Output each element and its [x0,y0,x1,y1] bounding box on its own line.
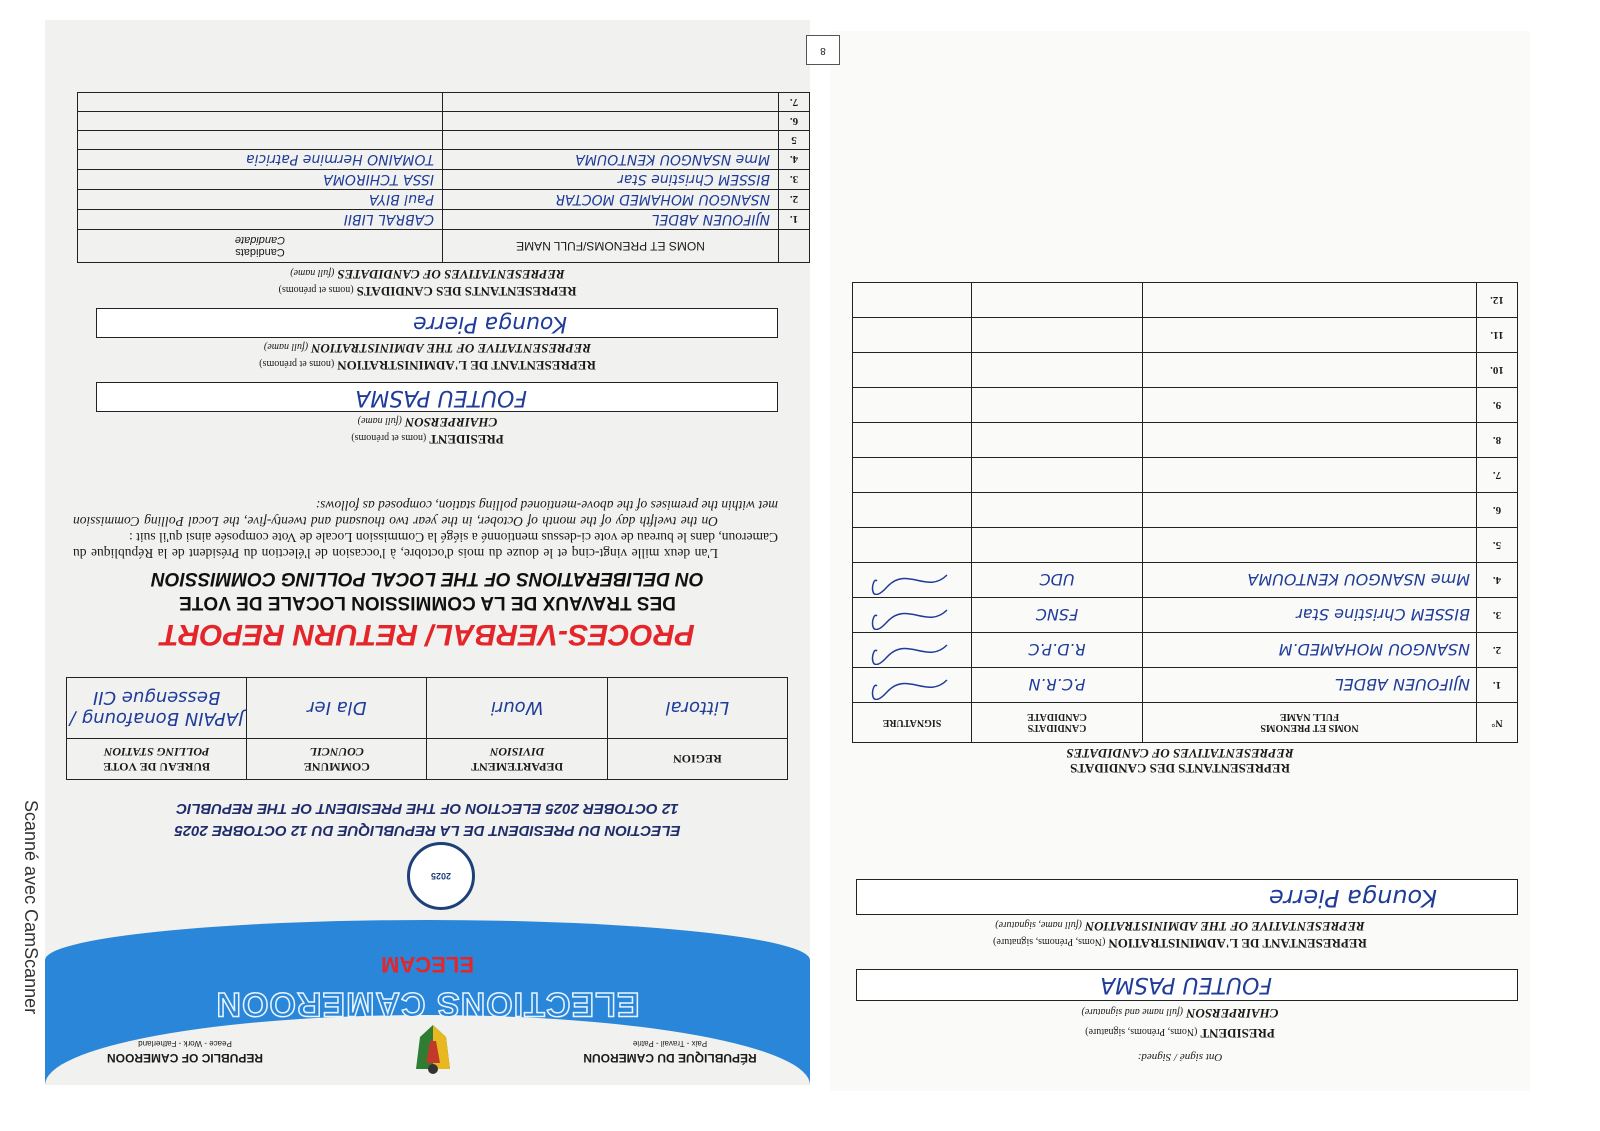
row-number: 5. [1477,528,1518,563]
rep-signature[interactable] [853,633,972,668]
republic-en: REPUBLIC OF CAMEROON [107,1051,263,1065]
rep-name[interactable]: BISSEM Christine Star [1143,598,1477,633]
table-row [853,423,1518,458]
candidates-reps-label-en: REPRESENTATIVES OF CANDIDATES (full name) [290,267,565,282]
table-row [853,388,1518,423]
table-row [78,112,810,131]
signature-mark [867,638,957,666]
candidates-reps-table [77,92,810,263]
motto-fr: Paix - Travail - Patrie [632,1039,708,1048]
row-number: 8. [1477,423,1518,458]
rep-signature[interactable] [853,318,972,353]
row-number: 11. [1477,318,1518,353]
rep-name[interactable] [443,93,779,112]
rep-name[interactable] [1143,528,1477,563]
president-label: PRESIDENT (Noms, Prénoms, signature) [1085,1026,1275,1041]
table-row [78,150,810,170]
report-page [45,20,826,1085]
rep-candidate[interactable] [78,112,443,131]
election-title-fr: ELECTION DU PRESIDENT DE LA REPUBLIQUE DU 12 OCTOBRE 2025 [174,822,681,839]
election-title-en: 12 OCTOBER 2025 ELECTION OF THE PRESIDENT OF THE REPUBLIC [176,800,679,817]
table-row [853,563,1518,598]
location-header: BUREAU DE VOTE POLLING STATION [67,739,247,780]
rep-candidate[interactable] [78,131,443,150]
rep-party[interactable] [972,388,1143,423]
rep-signature[interactable] [853,563,972,598]
signature-mark [867,603,957,631]
row-number: 4. [779,150,810,170]
report-subtitle-en: ON DELIBERATIONS OF THE LOCAL POLLING COMMISSION [151,568,704,589]
rep-name[interactable]: BISSEM Christine Star [443,170,779,190]
rep-party[interactable]: FSNC [972,598,1143,633]
admin-rep-label: REPRESENTANT DE L'ADMINISTRATION (noms et prénoms) [259,358,596,373]
republic-fr: RÉPUBLIQUE DU CAMEROUN [583,1051,757,1065]
row-number: 9. [1477,388,1518,423]
table-row [853,668,1518,703]
row-number: 2. [1477,633,1518,668]
table-row [78,170,810,190]
intro-paragraph: L'an deux mille vingt-cinq et le douze du mois d'octobre, à l'occasion de l'élection du Président de la République du Cameroun, dans le bureau de vote ci-dessus mentionné a siégé la Commission Locale de Vote composée ainsi qu'il suit : On the twelfth day of the month of October, in the year two thousand and twenty-five, the Local Polling Commission met within the premises of the above-mentioned polling station, composed as follows: [73,498,778,561]
signed-label: Ont signé / Signed: [1137,1051,1223,1063]
col-name: NOMS ET PRENOMS/FULL NAME [443,230,779,263]
rep-party[interactable] [972,458,1143,493]
row-number: 5 [779,131,810,150]
rep-party[interactable]: UDC [972,563,1143,598]
table-row [78,131,810,150]
president-label: PRESIDENT (noms et prénoms) [351,432,504,447]
signature-mark [867,568,957,596]
table-row [853,633,1518,668]
rep-signature[interactable] [853,598,972,633]
table-row [78,210,810,230]
report-title: PROCES-VERBAL/ RETURN REPORT [160,618,695,651]
rep-candidate[interactable]: Paul BIYA [78,190,443,210]
rep-party[interactable]: R.D.P.C [972,633,1143,668]
table-row [853,598,1518,633]
rep-signature[interactable] [853,353,972,388]
rep-name[interactable]: Mme NSANGOU KENTOUMA [1143,563,1477,598]
signature-mark [867,673,957,701]
row-number: 10. [1477,353,1518,388]
chairperson-label: CHAIRPERSON (full name and signature) [1081,1006,1279,1021]
president-field[interactable]: FOUTEU PASMA [856,969,1518,1001]
rep-name[interactable] [1143,318,1477,353]
rep-candidate[interactable]: CABRAL LIBII [78,210,443,230]
col-candidate: CANDIDATS CANDIDATE [972,703,1143,743]
table-row [853,353,1518,388]
col-name: NOMS ET PRENOMS FULL NAME [1143,703,1477,743]
rep-signature[interactable] [853,493,972,528]
banner-title: ELECTIONS CAMEROON [215,985,640,1023]
row-number: 6. [779,112,810,131]
coat-of-arms-icon [408,1021,458,1077]
motto-en: Peace - Work - Fatherland [138,1039,232,1048]
admin-rep-field[interactable]: Kounga Pierre [856,879,1518,915]
table-row [853,493,1518,528]
rep-signature[interactable] [853,528,972,563]
rep-party[interactable]: P.C.R.N [972,668,1143,703]
location-table [66,677,788,780]
report-subtitle-fr: DES TRAVAUX DE LA COMMISSION LOCALE DE VOTE [179,592,676,613]
rep-name[interactable] [1143,493,1477,528]
rep-name[interactable]: Mme NSANGOU KENTOUMA [443,150,779,170]
table-row [78,190,810,210]
rep-name[interactable]: NJIFOUEN ABDEL [443,210,779,230]
rep-candidate[interactable] [78,93,443,112]
rep-name[interactable] [1143,283,1477,318]
admin-rep-label-en: REPRESENTATIVE OF THE ADMINISTRATION (full name, signature) [995,919,1365,934]
rep-signature[interactable] [853,668,972,703]
col-signature: SIGNATURE [853,703,972,743]
rep-name[interactable]: NJIFOUEN ABDEL [1143,668,1477,703]
row-number: 6. [1477,493,1518,528]
row-number: 4. [1477,563,1518,598]
location-header: REGION [607,739,787,780]
col-n: N° [1477,703,1518,743]
president-field[interactable]: FOUTEU PASMA [96,382,778,412]
row-number: 7. [1477,458,1518,493]
rep-party[interactable] [972,493,1143,528]
chairperson-label: CHAIRPERSON (full name) [357,415,498,430]
rep-signature[interactable] [853,388,972,423]
candidates-reps-label-en: REPRESENTATIVES OF CANDIDATES [1066,746,1294,761]
candidates-signature-table [852,282,1518,743]
banner-subtitle: ELECAM [381,952,474,977]
rep-signature[interactable] [853,283,972,318]
table-row [853,283,1518,318]
admin-rep-field[interactable]: Kounga Pierre [96,308,778,338]
page-number: 8 [806,35,840,65]
rep-candidate[interactable]: ISSA TCHIROMA [78,170,443,190]
rep-party[interactable] [972,283,1143,318]
row-number: 3. [779,170,810,190]
rep-signature[interactable] [853,423,972,458]
location-header: DEPARTEMENT DIVISION [427,739,607,780]
row-number: 2. [779,190,810,210]
table-row [853,458,1518,493]
col-candidate: Candidats Candidate [78,230,443,263]
table-row [78,93,810,112]
rep-party[interactable] [972,318,1143,353]
candidates-reps-label: REPRESENTANTS DES CANDIDATS [1070,761,1290,776]
rep-party[interactable] [972,353,1143,388]
row-number: 12. [1477,283,1518,318]
rep-name[interactable]: NSANGOU MOHAMED MOCTAR [443,190,779,210]
admin-rep-label-en: REPRESENTATIVE OF THE ADMINISTRATION (full name) [263,341,592,356]
table-row [853,318,1518,353]
location-value[interactable]: Dla Ier [247,678,427,739]
rep-name[interactable] [1143,353,1477,388]
rep-party[interactable] [972,423,1143,458]
rep-name[interactable] [1143,388,1477,423]
row-number: 3. [1477,598,1518,633]
rep-name[interactable] [1143,423,1477,458]
camscanner-watermark: Scanné avec CamScanner [21,800,41,1015]
signature-page [830,31,1530,1091]
row-number: 7. [779,93,810,112]
rep-name[interactable] [443,112,779,131]
table-row [853,528,1518,563]
admin-rep-label: REPRESENTANT DE L'ADMINISTRATION (Noms, Prénoms, signature) [993,936,1367,951]
rep-name[interactable] [443,131,779,150]
rep-name[interactable] [1143,458,1477,493]
rep-signature[interactable] [853,458,972,493]
rep-candidate[interactable]: TOMAINO Hermine Patricia [78,150,443,170]
row-number: 1. [1477,668,1518,703]
location-value[interactable]: Littoral [607,678,787,739]
location-value[interactable]: JAPAIN Bonafoung / Bessengue CII [67,678,247,739]
rep-party[interactable] [972,528,1143,563]
row-number: 1. [779,210,810,230]
rep-name[interactable]: NSANGOU MOHAMED.M [1143,633,1477,668]
location-header: COMMUNE COUNCIL [247,739,427,780]
elecam-seal: 2025 [407,842,475,910]
location-value[interactable]: Wouri [427,678,607,739]
candidates-reps-label: REPRESENTANTS DES CANDIDATS (noms et prénoms) [278,284,577,299]
